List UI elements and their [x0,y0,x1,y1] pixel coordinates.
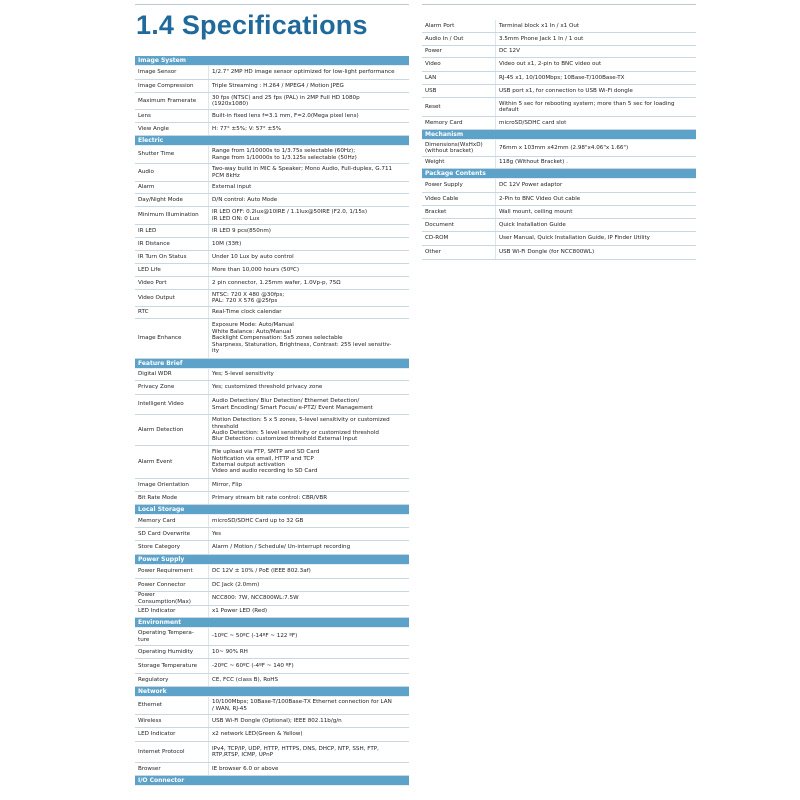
spec-row [135,225,409,238]
spec-row [135,369,409,381]
spec-value: Motion Detection: 5 x 5 zones, 5-level sensitivity or customized threshold Audio Detection: 5 level sensitivity or customized threshold Blur Detection: customized threshold External Input [212,417,390,443]
spec-value: 10/100Mbps; 10Base-T/100Base-TX Ethernet connection for LAN / WAN, RJ-45 [212,699,392,712]
spec-value: microSD/SDHC card slot [499,119,567,126]
spec-label: Maximum Framerate [135,93,209,109]
spec-value: Yes; 5-level sensitivity [212,371,274,378]
spec-value: IR LED OFF: 0.2lux@10IRE / 1.1lux@50IRE (F2.0, 1/15s) IR LED ON: 0 Lux [212,209,368,222]
spec-label: IR LED [135,225,209,237]
spec-value: Yes [212,530,222,537]
spec-value: Exposure Mode: Auto/Manual White Balance: Auto/Manual Backlight Compensation: 5x5 zones selectable Sharpness, Staturation, Brightness, Contrast: 255 level sensitiv- ity [212,322,392,355]
spec-label: Bit Rate Mode [135,492,209,504]
spec-label: Bracket [422,206,496,218]
spec-table-left [135,56,409,786]
spec-label: Wireless [135,715,209,727]
spec-value: Wall mount, ceiling mount [499,208,573,215]
spec-row [422,33,696,46]
spec-label: Browser [135,763,209,775]
spec-label: Memory Card [422,117,496,129]
spec-row [135,763,409,776]
spec-label: Weight [422,157,496,168]
spec-row [135,93,409,110]
spec-value: DC 12V ± 10% / PoE (IEEE 802.3af) [212,568,311,575]
spec-value: Within 5 sec for rebooting system; more than 5 sec for loading default [499,100,675,113]
spec-label: Storage Temperature [135,659,209,673]
spec-label: Operating Tempera- ture [135,628,209,645]
spec-label: Privacy Zone [135,381,209,394]
spec-label: Shutter Time [135,146,209,163]
spec-row [422,117,696,130]
section-header-electric: Electric [135,136,409,146]
spec-value: IPv4, TCP/IP, UDP, HTTP, HTTPS, DNS, DHCP, NTP, SSH, FTP, RTP,RTSP, ICMP, UPnP [212,745,379,758]
spec-label: Alarm Event [135,446,209,478]
section-header-power-supply: Power Supply [135,555,409,565]
spec-value: H: 77° ±5%; V: 57° ±5% [212,125,282,132]
spec-value: microSD/SDHC Card up to 32 GB [212,517,304,524]
spec-value: CE, FCC (class B), RoHS [212,676,279,683]
spec-label: LED Indicator [135,606,209,617]
spec-row [422,20,696,33]
spec-label: View Angle [135,123,209,135]
spec-row [422,157,696,169]
spec-row [135,80,409,93]
spec-value: File upload via FTP, SMTP and SD Card Notification via email, HTTP and TCP External output activation Video and audio recording to SD Card [212,449,320,475]
top-rule-left [135,4,409,5]
spec-value: Quick Installation Guide [499,221,566,228]
spec-row [135,123,409,136]
spec-label: SD Card Overwrite [135,528,209,540]
spec-value: Triple Streaming : H.264 / MPEG4 / Motion JPEG [212,82,344,89]
spec-value: Primary stream bit rate control: CBR/VBR [212,494,328,501]
spec-value: 10M (33ft) [212,240,242,247]
spec-label: Image Orientation [135,479,209,491]
spec-value: DC 12V Power adaptor [499,182,563,189]
spec-label: Lens [135,110,209,122]
section-header-network: Network [135,687,409,697]
section-header-package-contents: Package Contents [422,169,696,179]
spec-value: -20ºC ~ 60ºC (-4ºF ~ 140 ºF) [212,662,294,669]
spec-value: Audio Detection/ Blur Detection/ Ethernet Detection/ Smart Encoding/ Smart Focus/ e-PTZ/ Event Management [212,398,373,411]
section-header-image-system: Image System [135,56,409,66]
spec-row [135,182,409,194]
spec-label: Other [422,246,496,259]
spec-row [135,66,409,80]
spec-row [422,193,696,206]
spec-value: 76mm x 103mm x42mm (2.98"x4.06"x 1.66") [499,144,629,151]
spec-value: Real-Time clock calendar [212,309,282,316]
spec-row [135,592,409,606]
spec-label: RTC [135,307,209,318]
spec-row [135,164,409,182]
spec-label: Document [422,219,496,231]
spec-value: More than 10,000 hours (50ºC) [212,266,300,273]
spec-value: Built-in fixed lens f=3.1 mm, F=2.0(Mega pixel lens) [212,112,359,119]
spec-label: Reset [422,98,496,116]
spec-label: Minimum Illumination [135,207,209,224]
spec-label: Dimensions(WxHxD) (without bracket) [422,140,496,156]
spec-label: Audio [135,164,209,181]
spec-label: Store Category [135,541,209,554]
spec-label: IR Turn On Status [135,251,209,263]
spec-row [422,85,696,98]
spec-label: Digital WDR [135,369,209,380]
spec-row [135,395,409,415]
spec-value: Range from 1/10000s to 1/3.75s selectable (60Hz); Range from 1/10000s to 1/3.125s selectable (50Hz) [212,148,357,161]
spec-row [135,659,409,674]
spec-row [135,110,409,123]
spec-label: LAN [422,72,496,84]
section-header-environment: Environment [135,618,409,628]
spec-row [135,528,409,541]
spec-value: D/N control: Auto Mode [212,196,278,203]
spec-value: Two-way build in MIC & Speaker; Mono Audio, Full-duplex, G.711 PCM 8kHz [212,166,393,179]
spec-row [135,415,409,446]
spec-label: Power [422,46,496,57]
spec-label: Day/Night Mode [135,194,209,206]
spec-row [135,515,409,528]
spec-row [135,541,409,555]
spec-row [135,307,409,319]
spec-value: DC 12V [499,48,520,55]
spec-label: Image Sensor [135,66,209,79]
spec-row [135,251,409,264]
spec-label: Internet Protocol [135,742,209,762]
spec-label: CD-ROM [422,232,496,245]
spec-value: Mirror, Flip [212,481,242,488]
spec-value: User Manual, Quick Installation Guide, IP Finder Utility [499,235,650,242]
spec-value: Video out x1, 2-pin to BNC video out [499,61,602,68]
spec-value: Alarm / Motion / Schedule/ Un-interrupt recording [212,544,351,551]
spec-label: Power Consumption(Max) [135,592,209,605]
spec-value: NCC800: 7W, NCC800WL:7.5W [212,595,299,602]
spec-row [135,479,409,492]
spec-value: -10ºC ~ 50ºC (-14ºF ~ 122 ºF) [212,633,298,640]
spec-label: LED Indicator [135,728,209,741]
spec-label: Intelligent Video [135,395,209,414]
spec-row [135,207,409,225]
section-header-mechanism: Mechanism [422,130,696,140]
spec-row [135,194,409,207]
spec-value: USB Wi-Fi Dongle (for NCC800WL) [499,249,595,256]
spec-value: Yes; customized threshold privacy zone [212,384,323,391]
section-header-local-storage: Local Storage [135,505,409,515]
spec-row [422,46,696,58]
spec-row [135,628,409,646]
section-header-i-o-connector: I/O Connector [135,776,409,786]
spec-label: Video Output [135,290,209,306]
spec-value: IE browser 6.0 or above [212,765,279,772]
spec-value: 30 fps (NTSC) and 25 fps (PAL) in 2MP Full HD 1080p (1920x1080) [212,94,360,107]
spec-row [422,219,696,232]
spec-label: Power Connector [135,579,209,591]
spec-row [135,381,409,395]
spec-label: Alarm Port [422,20,496,32]
spec-label: Video Port [135,277,209,289]
spec-row [135,565,409,579]
spec-row [422,232,696,246]
spec-label: Power Supply [422,179,496,192]
spec-value: Under 10 Lux by auto control [212,253,294,260]
spec-row [135,697,409,715]
spec-label: Image Enhance [135,319,209,358]
spec-row [135,579,409,592]
spec-row [135,646,409,659]
spec-row [422,246,696,260]
spec-row [135,492,409,505]
spec-label: Regulatory [135,674,209,686]
spec-row [135,606,409,618]
spec-label: Image Compression [135,80,209,92]
spec-row [422,179,696,193]
spec-label: Power Requirement [135,565,209,578]
spec-value: IR LED 9 pcs(850nm) [212,227,271,234]
spec-row [422,58,696,72]
spec-value: x1 Power LED (Red) [212,608,268,615]
spec-row [422,72,696,85]
spec-label: Alarm [135,182,209,193]
top-rule-right [422,4,696,5]
spec-value: DC Jack (2.0mm) [212,581,260,588]
spec-value: 2 pin connector, 1.25mm wafer, 1.0Vp-p, 75Ω [212,279,341,286]
spec-value: 2-Pin to BNC Video Out cable [499,195,581,202]
spec-row [422,206,696,219]
page-title: 1.4 Specifications [136,10,368,40]
spec-row [422,140,696,157]
spec-row [135,238,409,251]
spec-label: Ethernet [135,697,209,714]
spec-value: External input [212,184,252,191]
spec-label: Operating Humidity [135,646,209,658]
spec-value: 3.5mm Phone Jack 1 In / 1 out [499,35,584,42]
spec-row [135,264,409,277]
spec-row [135,446,409,479]
spec-value: USB Wi-Fi Dongle (Optional); IEEE 802.11b/g/n [212,717,342,724]
spec-row [135,290,409,307]
spec-label: Video Cable [422,193,496,205]
spec-label: USB [422,85,496,97]
spec-label: Alarm Detection [135,415,209,445]
spec-value: Terminal block x1 In / x1 Out [499,22,580,29]
spec-value: 118g (Without Bracket) . [499,159,568,166]
spec-row [135,319,409,359]
spec-table-right [422,20,696,260]
spec-row [422,98,696,117]
spec-row [135,277,409,290]
spec-label: IR Distance [135,238,209,250]
section-header-feature-brief: Feature Brief [135,359,409,369]
spec-value: NTSC: 720 X 480 @30fps; PAL: 720 X 576 @25fps [212,291,285,304]
spec-label: Memory Card [135,515,209,527]
spec-row [135,742,409,763]
spec-value: RJ-45 x1, 10/100Mbps; 10Base-T/100Base-TX [499,74,625,81]
spec-value: 1/2.7" 2MP HD image sensor optimized for low-light performance [212,69,395,76]
spec-row [135,674,409,687]
spec-label: Video [422,58,496,71]
spec-row [135,715,409,728]
spec-value: 10~ 90% RH [212,648,248,655]
spec-row [135,146,409,164]
spec-label: Audio In / Out [422,33,496,45]
spec-row [135,728,409,742]
spec-label: LED Life [135,264,209,276]
spec-value: USB port x1, for connection to USB Wi-Fi dongle [499,87,633,94]
spec-value: x2 network LED(Green & Yellow) [212,731,303,738]
